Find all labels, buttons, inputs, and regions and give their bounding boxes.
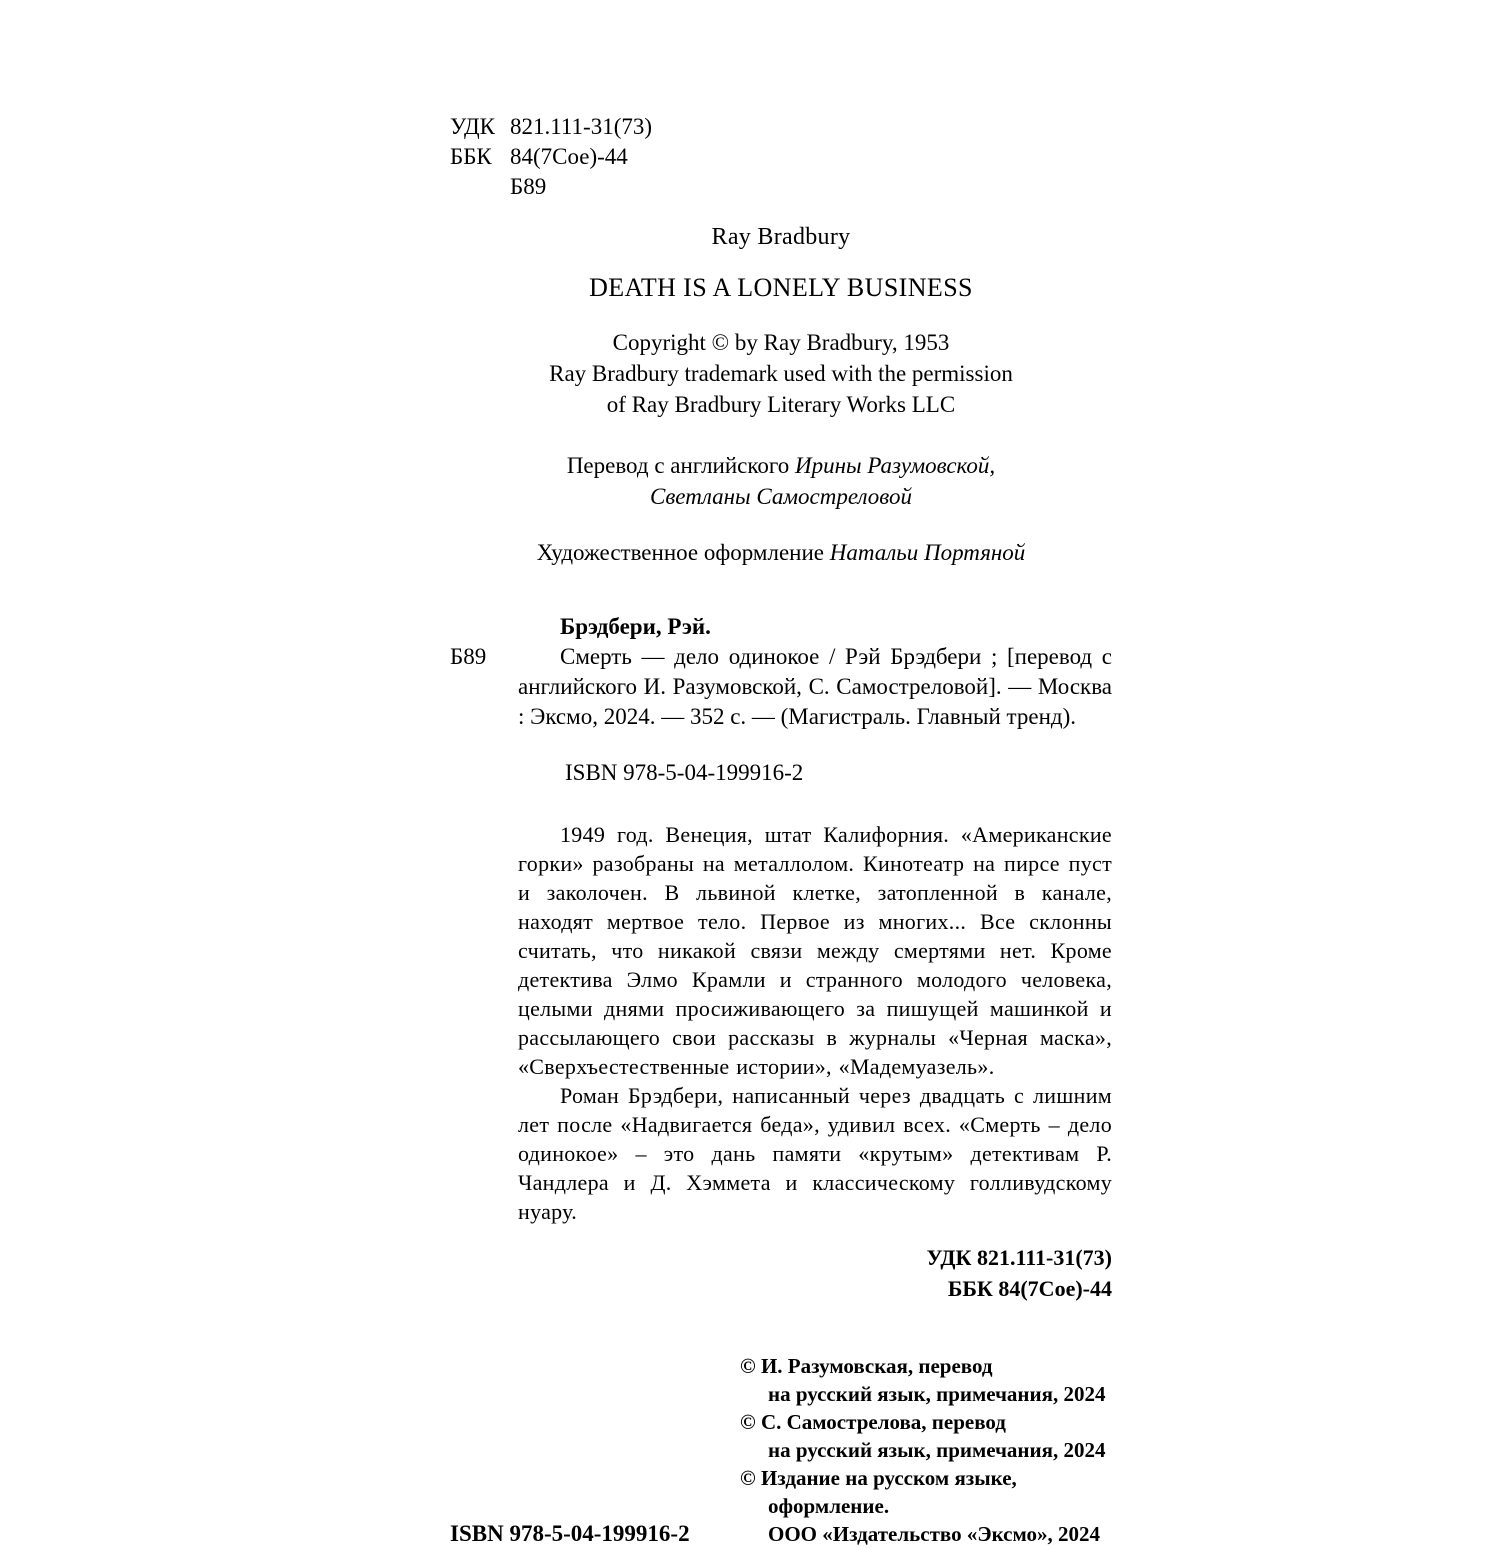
designer-name: Натальи Портяной	[829, 540, 1026, 565]
catalog-card-author-sign: Б89	[450, 644, 487, 669]
catalog-card	[450, 612, 1112, 788]
translator-names: Ирины Разумовской,	[795, 453, 996, 478]
top-codes-block	[450, 112, 1112, 202]
bottom-codes-block	[450, 1242, 1112, 1304]
design-prefix: Художественное оформление	[536, 540, 824, 565]
annotation-paragraph-2: Роман Брэдбери, написанный через двадцать с лишним лет после «Надвигается беда», удивил всех. «Смерть – дело одинокое» – это дань памяти «крутым» детективам Р. Чандлера и Д. Хэммета и классическому голливудскому нуару.	[518, 1083, 1112, 1224]
copyright-entry-line: ООО «Издательство «Эксмо», 2024	[768, 1522, 1101, 1546]
author-sign: Б89	[510, 174, 547, 199]
copyright-entry-line: © С. Самострелова, перевод	[740, 1410, 1006, 1434]
copyright-entry-line: © И. Разумовская, перевод	[740, 1354, 993, 1378]
design-credit	[450, 540, 1112, 566]
copyright-entry-line: © Издание на русском языке,	[740, 1466, 1017, 1490]
copyright-entry-line: на русский язык, примечания, 2024	[768, 1438, 1106, 1462]
copyright-entry	[740, 1352, 1112, 1408]
bottom-udk: УДК 821.111-31(73)	[926, 1245, 1112, 1270]
copyright-ownership-block	[740, 1352, 1112, 1548]
catalog-card-heading: Брэдбери, Рэй.	[560, 614, 711, 639]
copyright-line: Ray Bradbury trademark used with the permission	[549, 361, 1013, 386]
bottom-bar	[450, 1352, 1112, 1548]
bbk-label: ББК	[450, 144, 492, 169]
catalog-card-isbn: ISBN 978-5-04-199916-2	[565, 760, 804, 785]
copyright-line: Copyright © by Ray Bradbury, 1953	[612, 330, 950, 355]
author-name-en: Ray Bradbury	[711, 224, 851, 250]
annotation-paragraph-1: 1949 год. Венеция, штат Калифорния. «Американские горки» разобраны на металлолом. Кинотеатр на пирсе пуст и заколочен. В львиной клетке, затопленной в канале, находят мертвое тело. Первое из многих... Все склонны считать, что никакой связи между смертями нет. Кроме детектива Элмо Крамли и странного молодого человека, целыми днями просиживающего за пишущей машинкой и рассылающего свои рассказы в журналы «Черная маска», «Сверхъестественные истории», «Мадемуазель».	[518, 822, 1112, 1079]
book-title-en: DEATH IS A LONELY BUSINESS	[589, 273, 973, 302]
copyright-entry-line: оформление.	[768, 1494, 890, 1518]
copyright-notice	[450, 327, 1112, 420]
copyright-line: of Ray Bradbury Literary Works LLC	[606, 392, 956, 417]
translation-credit-line2: Светланы Самостреловой	[649, 484, 912, 509]
udk-label: УДК	[450, 114, 495, 139]
catalog-card-description: Смерть — дело одинокое / Рэй Брэдбери ; [перевод с английского И. Разумовской, С. Самостреловой]. — Москва : Эксмо, 2024. — 352 с. — (Магистраль. Главный тренд).	[518, 644, 1112, 729]
annotation-block	[518, 820, 1112, 1226]
imprint-page	[450, 112, 1112, 1548]
udk-row	[450, 112, 1112, 142]
copyright-entry	[740, 1408, 1112, 1464]
catalog-card-body	[518, 612, 1112, 788]
translation-credit	[450, 450, 1112, 512]
isbn-bottom: ISBN 978-5-04-199916-2	[450, 1521, 690, 1546]
bbk-value: 84(7Сое)-44	[510, 144, 628, 169]
copyright-entry-line: на русский язык, примечания, 2024	[768, 1382, 1106, 1406]
bbk-row	[450, 142, 1112, 172]
udk-value: 821.111-31(73)	[510, 114, 653, 139]
translation-prefix: Перевод с английского	[566, 453, 790, 478]
copyright-entry	[740, 1464, 1112, 1548]
translation-credit-line1	[450, 450, 1112, 481]
bottom-bbk: ББК 84(7Сое)-44	[947, 1276, 1112, 1301]
